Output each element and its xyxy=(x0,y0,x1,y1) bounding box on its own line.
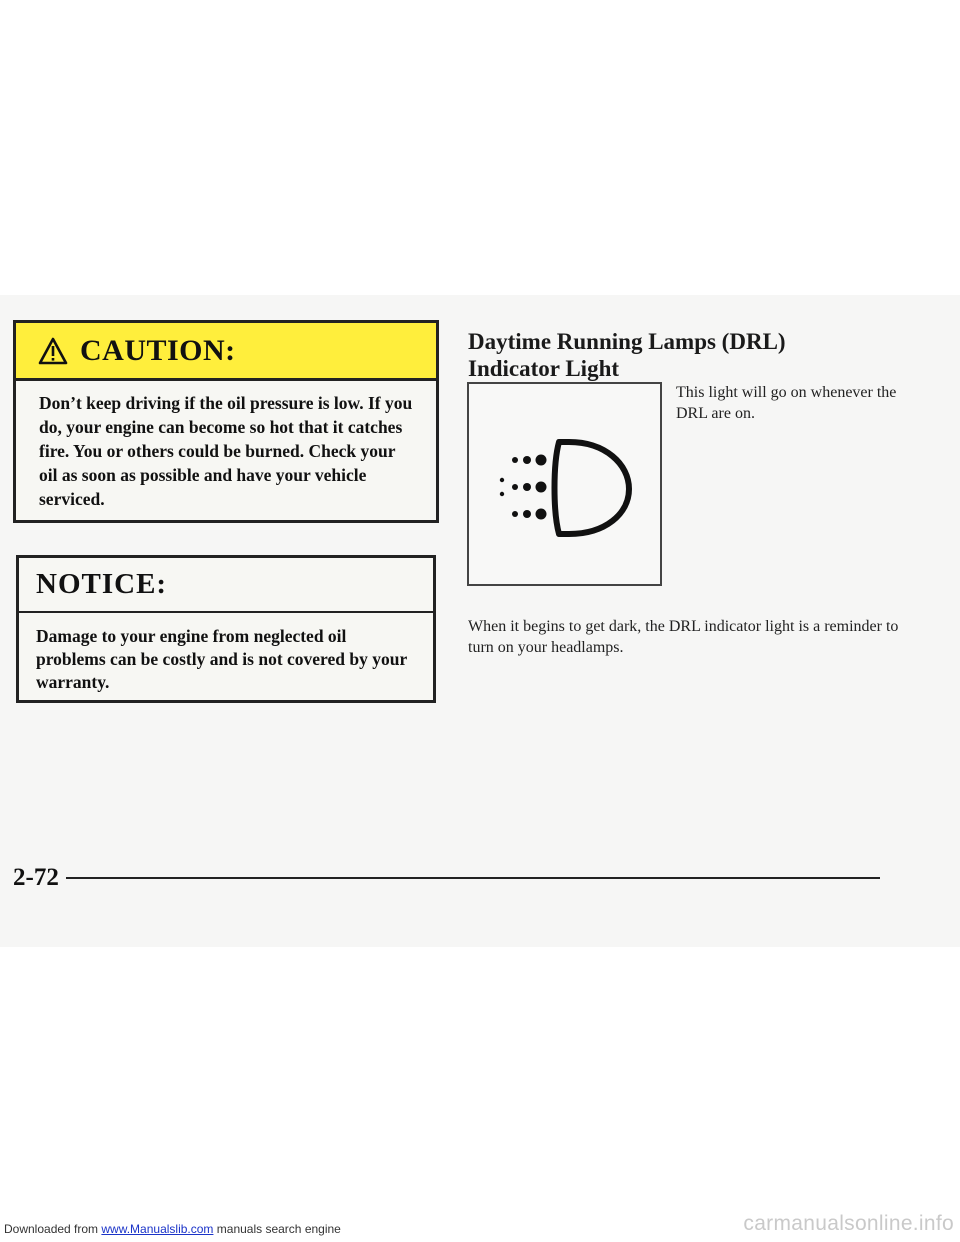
drl-paragraph: When it begins to get dark, the DRL indicator light is a reminder to turn on your headlamps. xyxy=(468,618,899,656)
caution-header xyxy=(16,323,436,381)
section-heading-line2: Indicator Light xyxy=(468,356,620,381)
download-footer xyxy=(4,1222,341,1236)
drl-indicator-frame xyxy=(467,382,662,586)
caution-text: Don’t keep driving if the oil pressure is low. If you do, your engine can become so hot that it catches fire. You or others could be burned. Check your oil as soon as possible and have your vehicle serviced. xyxy=(39,393,413,509)
page-number: 2-72 xyxy=(13,864,59,891)
notice-title: NOTICE: xyxy=(36,568,168,600)
section-heading xyxy=(468,328,868,382)
notice-text: Damage to your engine from neglected oil problems can be costly and is not covered by your warranty. xyxy=(36,626,407,692)
section-heading-line1: Daytime Running Lamps (DRL) xyxy=(468,329,786,354)
manualslib-link[interactable]: www.Manualslib.com xyxy=(101,1222,214,1236)
footer-rule xyxy=(66,877,880,879)
watermark: carmanualsonline.info xyxy=(743,1212,954,1235)
footer-suffix: manuals search engine xyxy=(213,1222,341,1236)
notice-header xyxy=(19,558,433,613)
caution-box xyxy=(13,320,439,523)
footer-prefix: Downloaded from xyxy=(4,1222,102,1236)
notice-box xyxy=(16,555,436,703)
drl-description: This light will go on whenever the DRL are on. xyxy=(676,384,897,422)
caution-title: CAUTION: xyxy=(80,333,236,367)
drl-indicator-icon xyxy=(469,384,664,588)
warning-triangle-icon xyxy=(38,337,68,365)
